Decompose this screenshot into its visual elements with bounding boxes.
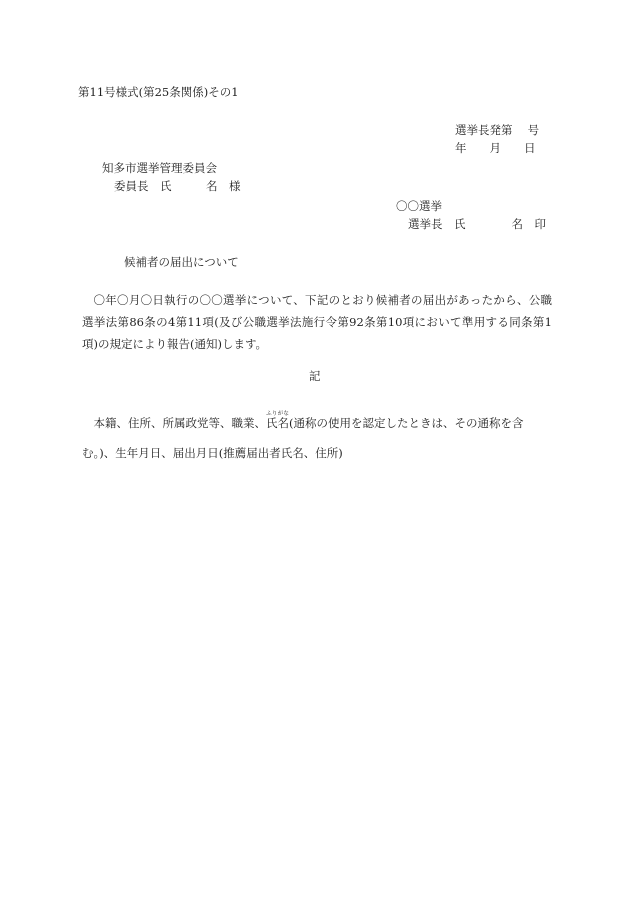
sender-name: 選挙長 氏 名 印 [408, 217, 546, 231]
document-date: 年 月 日 [455, 141, 536, 155]
form-title: 第11号様式(第25条関係)その1 [78, 85, 239, 99]
sender-election: 〇〇選挙 [396, 199, 442, 213]
recipient-name: 委員長 氏 名 様 [114, 179, 241, 193]
items-text-after: (通称の使用を認定したときは、その通称を含む。)、生年月日、届出月日(推薦届出者氏名、住所) [82, 416, 524, 460]
document-number: 選挙長発第 号 [455, 123, 540, 137]
body-paragraph: 〇年〇月〇日執行の〇〇選挙について、下記のとおり候補者の届出があったから、公職選挙法第86条の4第11項(及び公職選挙法施行令第92条第10項において準用する同条第1項)の規定により報告(通知)します。 [82, 293, 552, 351]
items-paragraph [82, 408, 552, 468]
subject-line: 候補者の届出について [124, 255, 239, 269]
name-ruby [266, 411, 289, 430]
ruby-reading: ふりがな [266, 411, 289, 417]
items-text-before: 本籍、住所、所属政党等、職業、 [93, 416, 266, 430]
ruby-base: 氏名 [266, 416, 289, 430]
ki-heading: 記 [309, 369, 321, 383]
recipient-organization: 知多市選挙管理委員会 [102, 161, 217, 175]
